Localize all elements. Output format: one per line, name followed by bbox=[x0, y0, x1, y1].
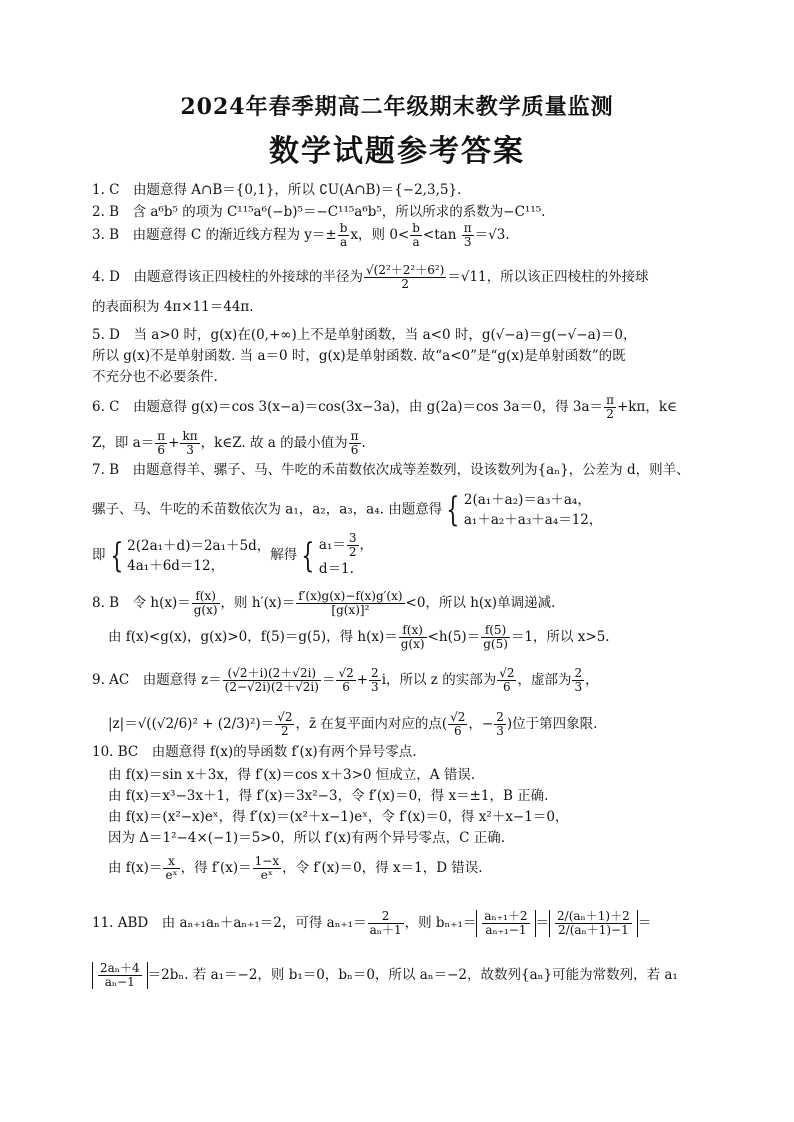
equation: 2(2a₁＋d)＝2a₁＋5d， bbox=[127, 537, 271, 554]
frac-den: 2/(aₙ＋1)−1 bbox=[558, 923, 629, 937]
answer-3-text-c: <tan bbox=[422, 227, 457, 243]
answer-10-line1: 10. BC 由题意得 f(x)的导函数 f′(x)有两个异号零点. bbox=[92, 744, 417, 760]
frac-den: 3 bbox=[371, 680, 379, 694]
frac-den: g(5) bbox=[483, 637, 508, 651]
frac-num: b bbox=[412, 221, 420, 235]
answer-8-line1 bbox=[92, 590, 555, 617]
answer-5-line2: 所以 g(x)不是单射函数. 当 a＝0 时，g(x)是单射函数. 故“a<0”是“g(x)是单射函数”的既 bbox=[92, 348, 626, 364]
fraction-bn1 bbox=[482, 910, 529, 937]
fraction-root2-over-6 bbox=[336, 667, 355, 694]
answer-5-line1: 5. D 当 a>0 时，g(x)在(0,+∞)上不是单射函数，当 a<0 时，g(√−a)＝g(−√−a)＝0， bbox=[92, 327, 637, 343]
answer-8-text-b: ，则 h′(x)＝ bbox=[220, 595, 296, 611]
frac-num: (√2＋i)(2＋√2i) bbox=[223, 667, 321, 681]
answer-7-line3 bbox=[92, 532, 373, 579]
answer-9-text-g: |z|＝√((√2/6)² + (2/3)²)＝ bbox=[108, 716, 275, 732]
fraction-two-thirds-c bbox=[494, 711, 506, 738]
answer-11-text-d: ＝ bbox=[637, 915, 652, 931]
frac-num: 2 bbox=[574, 666, 583, 680]
frac-den: eˣ bbox=[165, 868, 178, 882]
answer-10-text-g: ，得 f′(x)＝ bbox=[180, 860, 252, 876]
frac-num: 3 bbox=[348, 531, 357, 545]
frac-den: 3 bbox=[186, 443, 194, 457]
answer-11-text-a: 11. ABD 由 aₙ₊₁aₙ＋aₙ₊₁＝2，可得 aₙ₊₁＝ bbox=[92, 915, 367, 931]
fraction-f-over-g-2 bbox=[399, 624, 427, 651]
answer-11-line1 bbox=[92, 910, 651, 937]
frac-den: 3 bbox=[496, 724, 504, 738]
absolute-value bbox=[549, 910, 638, 937]
frac-den: eˣ bbox=[260, 868, 273, 882]
fraction-x-over-ex bbox=[163, 855, 179, 882]
answer-9-text-d: i，所以 z 的实部为 bbox=[381, 672, 497, 688]
frac-num: f(x) bbox=[399, 624, 427, 638]
answer-7-text-d: 解得 bbox=[270, 547, 298, 563]
answer-3 bbox=[92, 222, 510, 249]
left-brace: { bbox=[301, 535, 315, 576]
answer-6-line1 bbox=[92, 394, 677, 421]
frac-den: 2 bbox=[401, 277, 409, 291]
fraction-radius bbox=[364, 264, 446, 291]
frac-num: √2 bbox=[450, 710, 466, 724]
answer-11-text-c: ＝ bbox=[535, 915, 550, 931]
frac-num: kπ bbox=[182, 429, 198, 443]
answer-8-text-f: ＝1，所以 x>5. bbox=[510, 629, 610, 645]
answer-9-text-j: )位于第四象限. bbox=[506, 716, 598, 732]
answer-11-text-b: ，则 bₙ₊₁＝ bbox=[404, 915, 477, 931]
frac-num: 2aₙ＋4 bbox=[100, 961, 140, 975]
frac-den: 3 bbox=[463, 235, 472, 249]
equation: a₁＝ bbox=[318, 537, 346, 553]
frac-den: aₙ＋1 bbox=[369, 923, 402, 937]
frac-den: (2−√2i)(2＋√2i) bbox=[224, 680, 319, 694]
fraction-bn2 bbox=[555, 910, 632, 937]
fraction-pi-over-6 bbox=[155, 430, 167, 457]
fraction-f-over-g bbox=[192, 590, 220, 617]
frac-num: 2/(aₙ＋1)＋2 bbox=[557, 909, 630, 923]
fraction-bn3 bbox=[98, 962, 142, 989]
answer-6-line2 bbox=[92, 430, 366, 457]
absolute-value bbox=[92, 962, 148, 989]
fraction-f5-over-g5 bbox=[481, 624, 510, 651]
left-brace: { bbox=[109, 535, 123, 576]
equation-system-1 bbox=[464, 490, 603, 530]
page-title: 数学试题参考答案 bbox=[269, 134, 525, 169]
frac-num: f(x) bbox=[192, 590, 220, 604]
equation: 4a₁＋6d＝12， bbox=[127, 557, 225, 574]
fraction-two-thirds-b bbox=[572, 667, 584, 694]
answer-6-text-f: . bbox=[361, 435, 366, 451]
answer-4-text-b: ＝√11，所以该正四棱柱的外接球 bbox=[447, 269, 649, 285]
frac-den: g(x) bbox=[400, 637, 425, 651]
answer-7-line1: 7. B 由题意得羊、骡子、马、牛吃的禾苗数依次成等差数列，设该数列为{aₙ}，公差为 d，则羊、 bbox=[92, 462, 690, 478]
fraction-pi-over-3 bbox=[462, 222, 474, 249]
frac-num: x bbox=[163, 855, 179, 869]
answer-3-text-d: ＝√3. bbox=[474, 227, 510, 243]
answer-7-text-b: 骡子、马、牛吃的禾苗数依次为 a₁，a₂，a₃，a₄. 由题意得 bbox=[92, 501, 443, 518]
answer-6-text-a: 6. C 由题意得 g(x)＝cos 3(x−a)＝cos(3x−3a)，由 g(2a)＝cos 3a＝0，得 3a＝ bbox=[92, 399, 604, 415]
frac-num: √2 bbox=[277, 710, 293, 724]
frac-num: 1−x bbox=[254, 854, 280, 868]
answer-3-text-a: 3. B 由题意得 C 的渐近线方程为 y＝± bbox=[92, 227, 337, 243]
frac-den: aₙ−1 bbox=[104, 975, 135, 989]
frac-num: π bbox=[350, 429, 359, 443]
frac-den: 2 bbox=[348, 545, 357, 559]
frac-num: π bbox=[157, 429, 166, 443]
answer-6-text-c: Z，即 a＝ bbox=[92, 435, 155, 451]
fraction-z bbox=[223, 667, 321, 694]
answer-11-line2 bbox=[92, 962, 678, 989]
answer-8-text-c: <0，所以 h(x)单调递减. bbox=[405, 595, 556, 611]
answer-9-text-i: ，− bbox=[468, 716, 494, 732]
fraction-an1 bbox=[368, 910, 404, 937]
answer-9-text-h: ，z̄ 在复平面内对应的点( bbox=[295, 716, 448, 732]
answer-5-line3: 不充分也不必要条件. bbox=[92, 369, 218, 385]
answer-10-line5: 因为 Δ＝1²−4×(−1)＝5>0，所以 f′(x)有两个异号零点，C 正确. bbox=[108, 830, 506, 846]
frac-den: 6 bbox=[342, 680, 350, 694]
frac-num: 2 bbox=[368, 910, 404, 924]
frac-den: 6 bbox=[350, 443, 359, 457]
frac-den: 6 bbox=[453, 724, 462, 738]
answer-7-text-c: 即 bbox=[92, 547, 106, 563]
page-subtitle: 2024年春季期高二年级期末教学质量监测 bbox=[180, 94, 614, 120]
frac-den: g(x) bbox=[193, 603, 218, 617]
answer-8-text-e: <h(5)＝ bbox=[427, 629, 481, 645]
frac-num: π bbox=[463, 221, 472, 235]
answer-9-text-a: 9. AC 由题意得 z＝ bbox=[92, 672, 222, 688]
left-brace: { bbox=[446, 490, 460, 530]
frac-num: b bbox=[339, 221, 348, 235]
equation: a₁＋a₂＋a₃＋a₄＝12， bbox=[463, 512, 603, 528]
fraction-three-halves bbox=[347, 532, 359, 559]
answer-10-line6 bbox=[108, 855, 483, 882]
answer-9-text-f: ， bbox=[585, 672, 599, 688]
frac-den: a bbox=[340, 235, 348, 249]
frac-num: f′(x)g(x)−f(x)g′(x) bbox=[298, 589, 403, 603]
answer-6-text-b: +kπ，k∈ bbox=[616, 399, 677, 415]
frac-num: √2 bbox=[499, 666, 515, 680]
equation: 2(a₁＋a₂)＝a₃＋a₄， bbox=[463, 492, 591, 508]
answer-4 bbox=[92, 264, 649, 291]
frac-den: 6 bbox=[503, 680, 511, 694]
absolute-value bbox=[476, 910, 535, 937]
fraction-root2-over-6-b bbox=[497, 667, 516, 694]
fraction-pi-over-2 bbox=[604, 394, 616, 421]
answer-9-line2 bbox=[108, 711, 597, 738]
answer-11-text-e: ＝2bₙ. 若 a₁＝−2，则 b₁＝0，bₙ＝0，所以 aₙ＝−2，故数列{aₙ}可能为常数列，若 a₁ bbox=[147, 967, 678, 983]
fraction-pi-over-6-b bbox=[349, 430, 361, 457]
frac-num: √2 bbox=[338, 666, 354, 680]
fraction-two-thirds bbox=[369, 667, 381, 694]
fraction-kpi-over-3 bbox=[180, 430, 199, 457]
frac-num: 2 bbox=[371, 666, 379, 680]
fraction-b-over-a-2 bbox=[410, 222, 422, 249]
answer-6-text-d: + bbox=[168, 435, 180, 451]
answer-1: 1. C 由题意得 A∩B＝{0,1}，所以 ∁U(A∩B)＝{−2,3,5}. bbox=[92, 182, 462, 198]
frac-num: aₙ₊₁＋2 bbox=[484, 909, 528, 923]
answer-10-line3: 由 f(x)＝x³−3x＋1，得 f′(x)＝3x²−3，令 f′(x)＝0，得 x＝±1，B 正确. bbox=[108, 788, 549, 804]
answer-7-line2 bbox=[92, 490, 602, 530]
answer-6-text-e: ，k∈Z. 故 a 的最小值为 bbox=[200, 435, 348, 451]
frac-den: 6 bbox=[157, 443, 165, 457]
answer-2: 2. B 含 a⁶b⁵ 的项为 C¹¹⁵a⁶(−b)⁵＝−C¹¹⁵a⁶b⁵，所以所求的系数为−C¹¹⁵. bbox=[92, 204, 546, 220]
equation-system-2 bbox=[127, 536, 270, 576]
answer-9-text-c: + bbox=[356, 672, 369, 688]
answer-3-text-b: x，则 0< bbox=[350, 227, 410, 243]
answer-9-text-b: ＝ bbox=[321, 672, 336, 688]
frac-num: π bbox=[606, 393, 614, 407]
fraction-root2-over-2 bbox=[275, 711, 294, 738]
answer-8-text-a: 8. B 令 h(x)＝ bbox=[92, 595, 191, 611]
frac-den: 3 bbox=[574, 680, 583, 694]
equation: d＝1. bbox=[318, 561, 354, 577]
answer-4-text-a: 4. D 由题意得该正四棱柱的外接球的半径为 bbox=[92, 269, 363, 285]
answer-10-text-h: ，令 f′(x)＝0，得 x＝1，D 错误. bbox=[282, 860, 483, 876]
answer-9-text-e: ，虚部为 bbox=[517, 672, 572, 688]
frac-num: f(5) bbox=[481, 624, 510, 638]
fraction-b-over-a bbox=[338, 222, 350, 249]
frac-den: 2 bbox=[606, 407, 614, 421]
answer-10-line2: 由 f(x)＝sin x＋3x，得 f′(x)＝cos x＋3>0 恒成立，A 错误. bbox=[108, 767, 476, 783]
answer-8-text-d: 由 f(x)<g(x)，g(x)>0，f(5)＝g(5)，得 h(x)＝ bbox=[108, 629, 398, 645]
fraction-derivative-ex bbox=[253, 855, 281, 882]
frac-num: 2 bbox=[496, 710, 504, 724]
frac-num: √(2²＋2²＋6²) bbox=[366, 263, 445, 277]
frac-den: [g(x)]² bbox=[331, 603, 370, 617]
fraction-root2-over-6-c bbox=[448, 711, 467, 738]
equation-system-3: a₁＝ $\frac{3}{2}$ ， d＝1. bbox=[318, 531, 373, 577]
fraction-derivative bbox=[296, 590, 404, 617]
answer-9-line1 bbox=[92, 667, 599, 694]
answer-4-cont: 的表面积为 4π×11＝44π. bbox=[92, 299, 254, 315]
answer-8-line2 bbox=[108, 624, 610, 651]
answer-10-line4: 由 f(x)＝(x²−x)eˣ，得 f′(x)＝(x²＋x−1)eˣ，令 f′(x)＝0，得 x²＋x−1＝0， bbox=[108, 809, 569, 825]
frac-den: a bbox=[412, 235, 420, 249]
answer-10-text-f: 由 f(x)＝ bbox=[108, 860, 163, 876]
frac-den: aₙ₊₁−1 bbox=[485, 923, 527, 937]
frac-den: 2 bbox=[281, 724, 289, 738]
